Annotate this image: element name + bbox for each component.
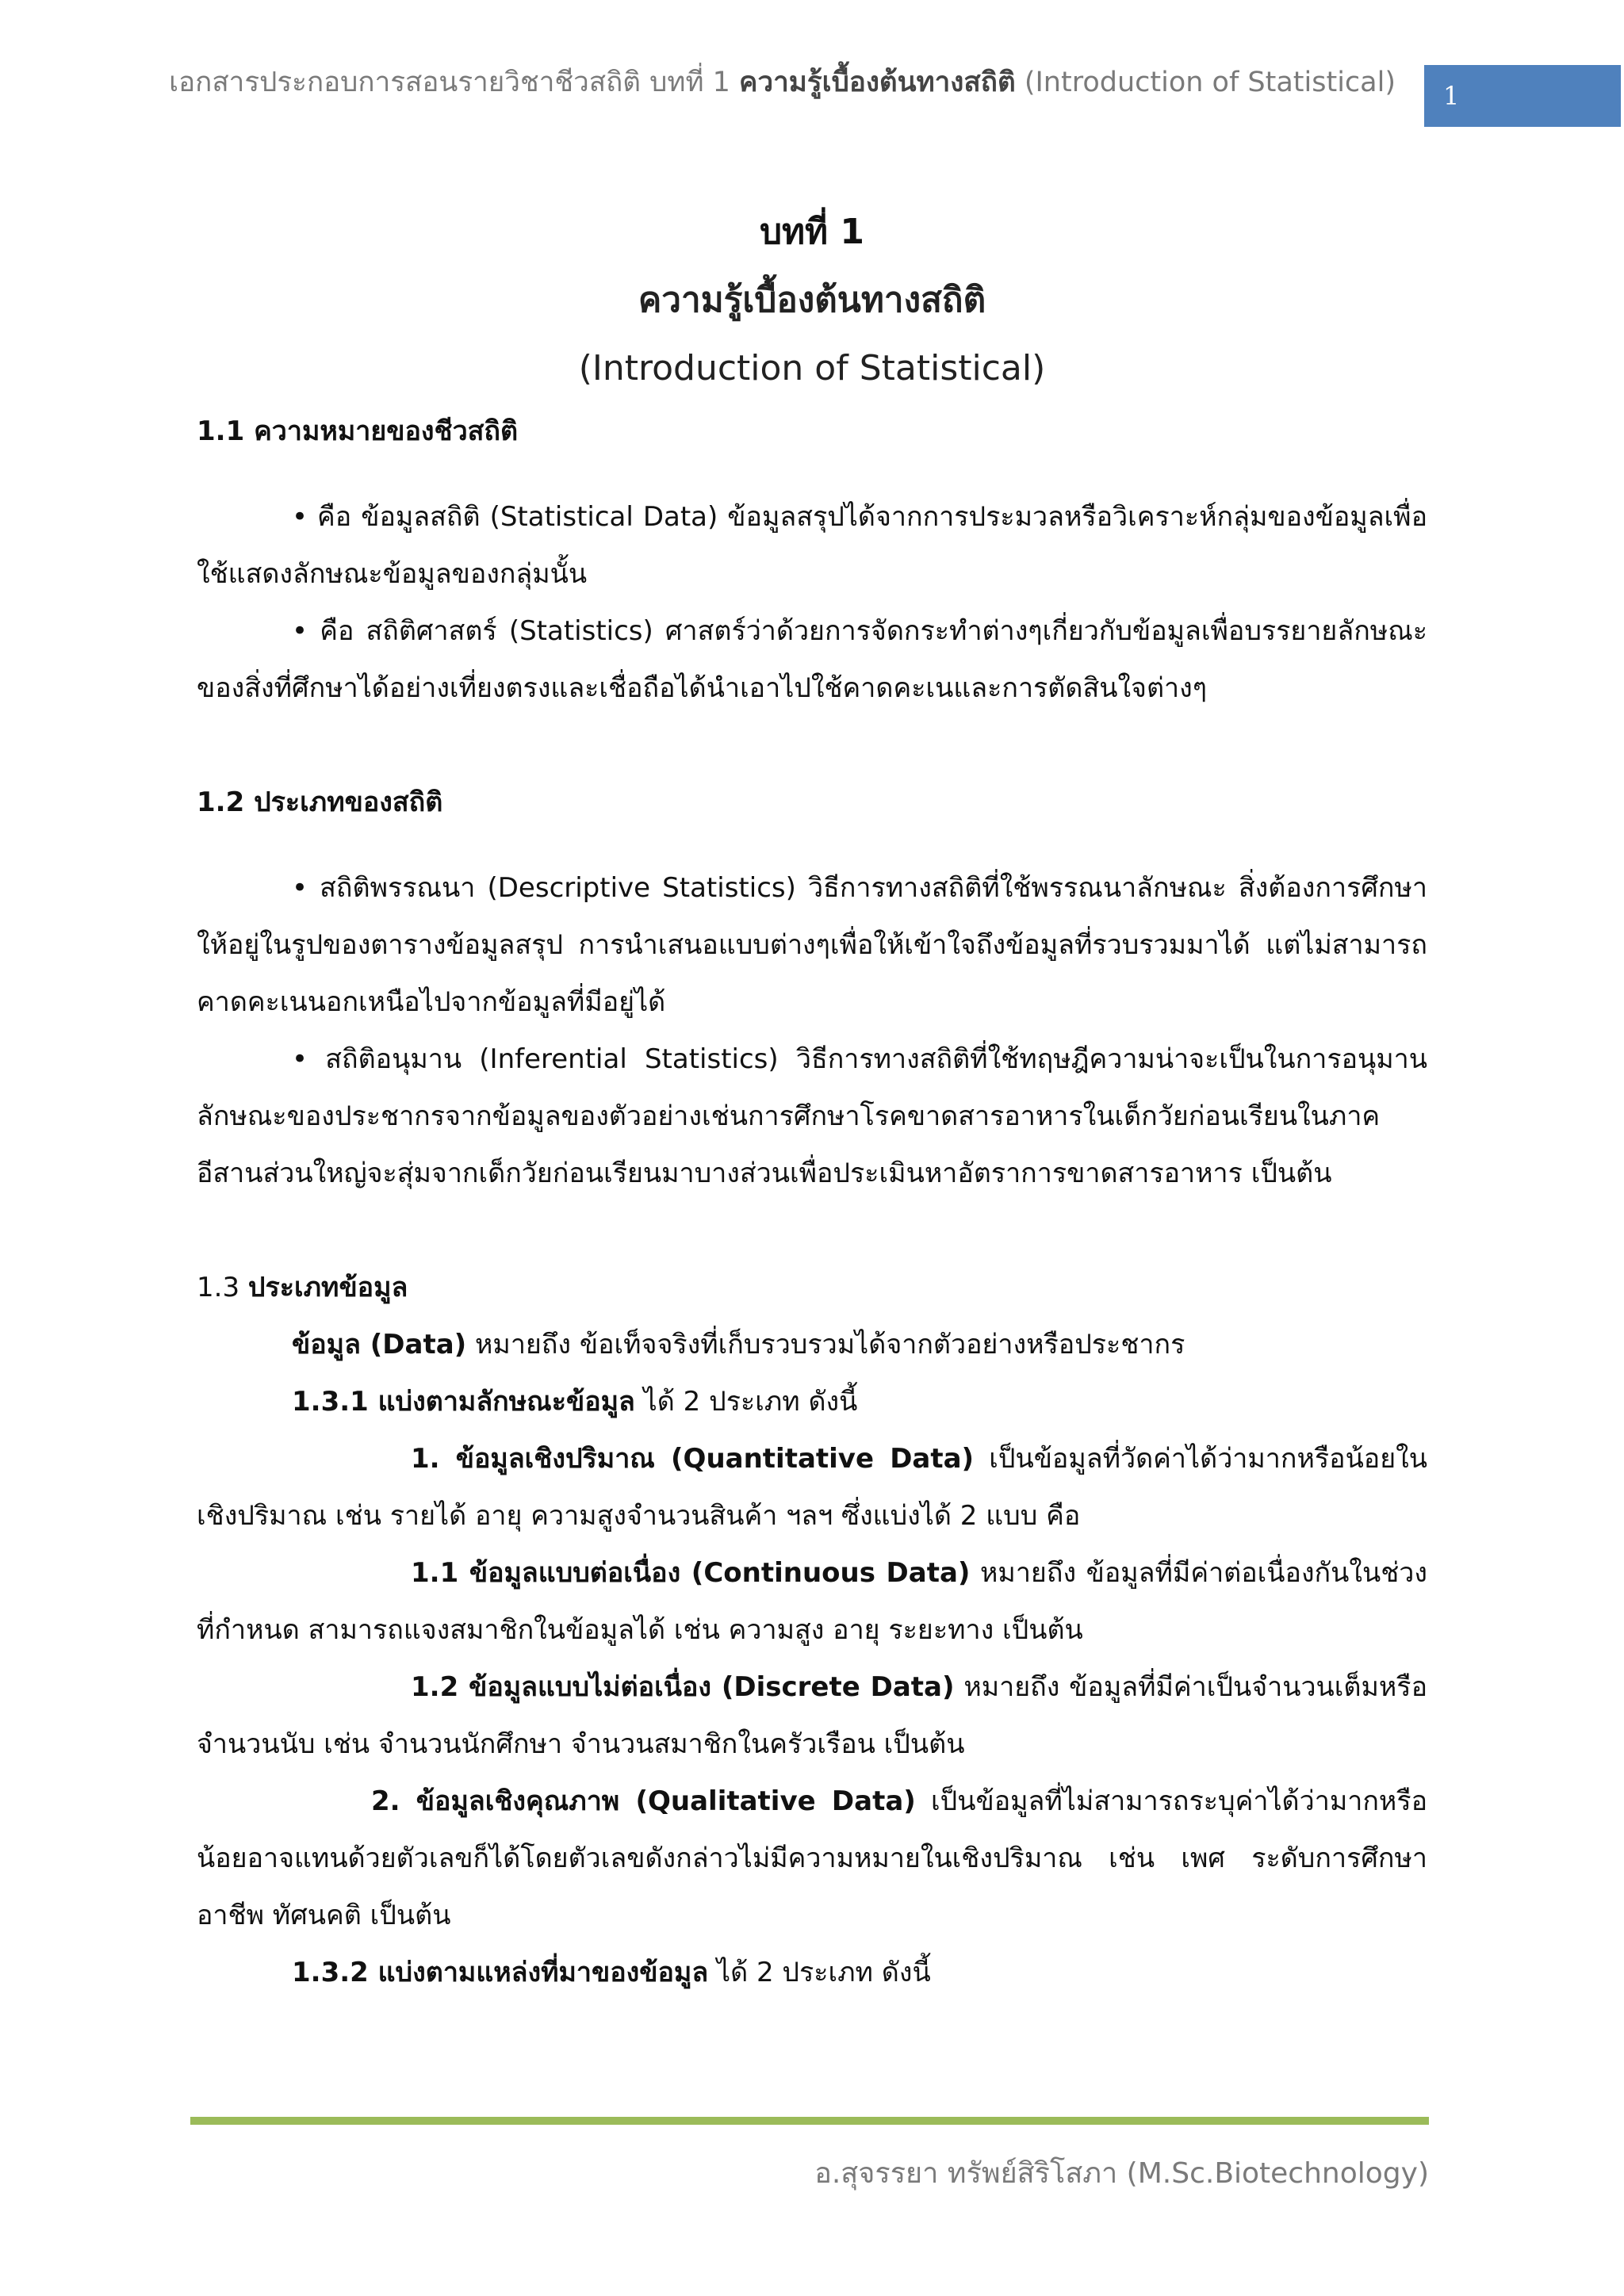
term: 1.1 ข้อมูลแบบต่อเนื่อง (Continuous Data) — [411, 1557, 971, 1589]
term: 1.3.2 แบ่งตามแหล่งที่มาของข้อมูล — [292, 1957, 709, 1988]
running-header — [32, 60, 1396, 104]
header-chapter-title: ความรู้เบื้องต้นทางสถิติ — [739, 67, 1016, 98]
paragraph: • คือ สถิติศาสตร์ (Statistics) ศาสตร์ว่าด้วยการจัดกระทำต่างๆเกี่ยวกับข้อมูลเพื่อบรรยายลักษณะของสิ่งที่ศึกษาได้อย่างเที่ยงตรงและเชื่อถือได้นำเอาไปใช้คาดคะเนและการตัดสินใจต่างๆ — [197, 615, 1427, 704]
header-suffix: (Introduction of Statistical) — [1015, 67, 1396, 98]
spacer — [197, 460, 1427, 488]
term: 1. ข้อมูลเชิงปริมาณ (Quantitative Data) — [411, 1443, 975, 1475]
paragraph — [197, 1773, 1427, 1944]
term: 1.3.1 แบ่งตามลักษณะข้อมูล — [292, 1386, 635, 1418]
term: ข้อมูล (Data) — [292, 1329, 467, 1360]
subsection-heading-1-3-1 — [197, 1373, 1427, 1430]
spacer — [197, 717, 1427, 774]
definition: ได้ 2 ประเภท ดังนี้ — [708, 1957, 931, 1988]
term: 1.2 ข้อมูลแบบไม่ต่อเนื่อง (Discrete Data) — [411, 1671, 955, 1703]
footer-divider — [190, 2117, 1429, 2125]
footer-author: อ.สุจรรยา ทรัพย์สิริโสภา (M.Sc.Biotechnology) — [814, 2157, 1429, 2190]
spacer — [197, 831, 1427, 859]
subsection-heading-1-3-2 — [197, 1944, 1427, 2001]
definition: เป็นข้อมูลที่ไม่สามารถระบุค่าได้ว่ามากหรือ น้อยอาจแทนด้วยตัวเลขก็ได้โดยตัวเลขดังกล่าวไม่มีความหมายในเชิงปริมาณ เช่น เพศ ระดับการศึกษา อาชีพ ทัศนคติ เป็นต้น — [197, 1785, 1427, 1931]
paragraph — [197, 1430, 1427, 1544]
header-prefix: เอกสารประกอบการสอนรายวิชาชีวสถิติ บทที่ 1 — [169, 67, 740, 98]
section-heading-1-3 — [197, 1259, 1427, 1316]
document-body — [197, 198, 1427, 2001]
definition: เป็นข้อมูลที่วัดค่าได้ว่ามากหรือน้อยในเชิงปริมาณ เช่น รายได้ อายุ ความสูงจำนวนสินค้า ฯลฯ ซึ่งแบ่งได้ 2 แบบ คือ — [197, 1443, 1427, 1532]
paragraph: • คือ ข้อมูลสถิติ (Statistical Data) ข้อมูลสรุปได้จากการประมวลหรือวิเคราะห์กลุ่มของข้อมูลเพื่อใช้แสดงลักษณะข้อมูลของกลุ่มนั้น — [197, 501, 1427, 590]
section-number: 1.3 — [197, 1272, 248, 1303]
spacer — [197, 1202, 1427, 1259]
section-heading-1-1: 1.1 ความหมายของชีวสถิติ — [197, 415, 519, 447]
chapter-label: บทที่ 1 — [760, 212, 864, 252]
definition: หมายถึง ข้อมูลที่มีค่าเป็นจำนวนเต็มหรือจำนวนนับ เช่น จำนวนนักศึกษา จำนวนสมาชิกในครัวเรือน เป็นต้น — [197, 1671, 1427, 1760]
section-title: ประเภทข้อมูล — [247, 1272, 408, 1303]
chapter-subtitle: (Introduction of Statistical) — [578, 348, 1046, 388]
definition: หมายถึง ข้อเท็จจริงที่เก็บรวบรวมได้จากตัวอย่างหรือประชากร — [466, 1329, 1185, 1360]
page-number-badge — [1424, 65, 1621, 127]
definition: ได้ 2 ประเภท ดังนี้ — [634, 1386, 858, 1418]
term: 2. ข้อมูลเชิงคุณภาพ (Qualitative Data) — [371, 1785, 916, 1817]
definition: หมายถึง ข้อมูลที่มีค่าต่อเนื่องกันในช่วงที่กำหนด สามารถแจงสมาชิกในข้อมูลได้ เช่น ความสูง อายุ ระยะทาง เป็นต้น — [197, 1557, 1427, 1646]
paragraph — [197, 1316, 1427, 1373]
paragraph: • สถิติอนุมาน (Inferential Statistics) วิธีการทางสถิติที่ใช้ทฤษฎีความน่าจะเป็นในการอนุมานลักษณะของประชากรจากข้อมูลของตัวอย่างเช่นการศึกษาโรคขาดสารอาหารในเด็กวัยก่อนเรียนในภาคอีสานส่วนใหญ่จะสุ่มจากเด็กวัยก่อนเรียนมาบางส่วนเพื่อประเมินหาอัตราการขาดสารอาหาร เป็นต้น — [197, 1043, 1427, 1189]
paragraph — [197, 1544, 1427, 1659]
section-heading-1-2: 1.2 ประเภทของสถิติ — [197, 786, 443, 818]
paragraph: • สถิติพรรณนา (Descriptive Statistics) วิธีการทางสถิติที่ใช้พรรณนาลักษณะ สิ่งต้องการศึกษาให้อยู่ในรูปของตารางข้อมูลสรุป การนำเสนอแบบต่างๆเพื่อให้เข้าใจถึงข้อมูลที่รวบรวมมาได้ แต่ไม่สามารถคาดคะเนนอกเหนือไปจากข้อมูลที่มีอยู่ได้ — [197, 872, 1427, 1018]
chapter-title: ความรู้เบื้องต้นทางสถิติ — [638, 280, 986, 320]
paragraph — [197, 1659, 1427, 1773]
page-number: 1 — [1443, 81, 1460, 111]
